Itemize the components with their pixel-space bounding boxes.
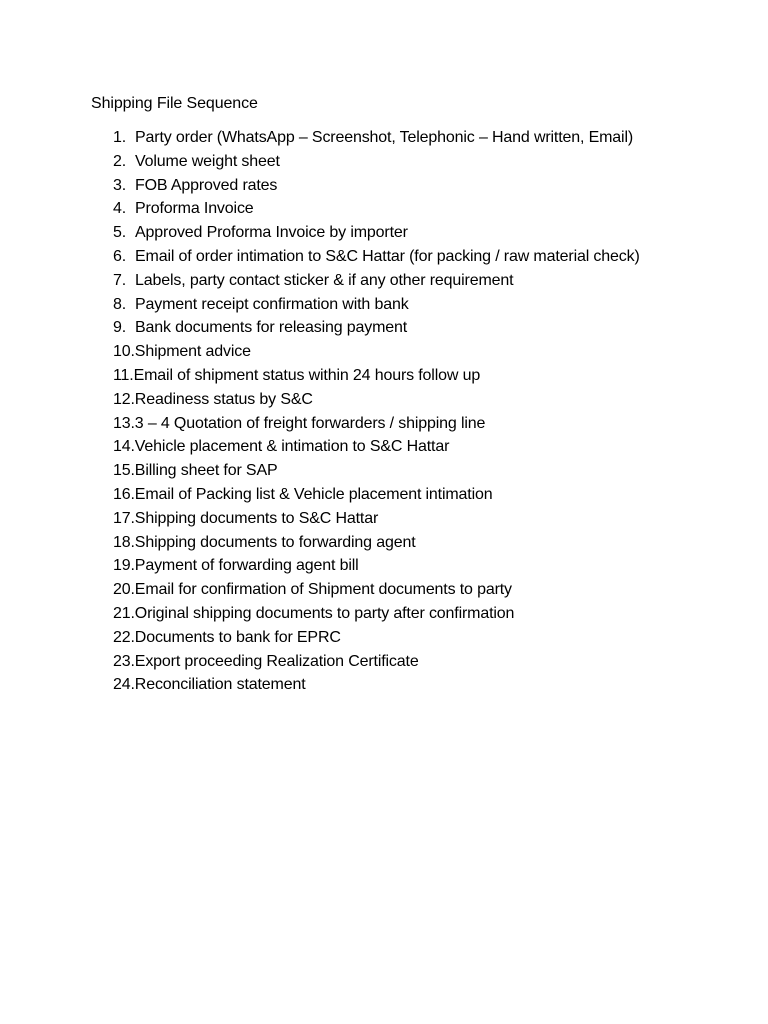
list-item-text: Shipping documents to forwarding agent [134, 533, 416, 551]
list-item [113, 342, 640, 366]
list-item-number: 3. [113, 176, 127, 194]
list-item-text: Payment receipt confirmation with bank [135, 295, 409, 313]
list-item [113, 199, 640, 223]
list-item-text: Shipping documents to S&C Hattar [134, 509, 379, 527]
list-item-text: FOB Approved rates [135, 176, 278, 194]
list-item-text: Email of order intimation to S&C Hattar (for packing / raw material check) [135, 247, 640, 265]
list-item-number: 11. [113, 366, 134, 384]
list-item [113, 128, 640, 152]
list-item-number: 6. [113, 247, 127, 265]
list-item-text: Volume weight sheet [135, 152, 280, 170]
list-item-number: 23. [113, 652, 135, 670]
list-item [113, 247, 640, 271]
list-item-text: Party order (WhatsApp – Screenshot, Telephonic – Hand written, Email) [135, 129, 634, 146]
list-item-number: 19. [113, 557, 135, 575]
list-item-number: 4. [113, 200, 127, 218]
list-item-number: 2. [113, 152, 127, 170]
list-item-number: 13. [113, 414, 135, 432]
list-item [113, 533, 640, 557]
list-item-number: 8. [113, 295, 127, 313]
list-item-number: 1. [113, 129, 127, 146]
list-item [113, 556, 640, 580]
list-item [113, 152, 640, 176]
list-item-number: 12. [113, 390, 135, 408]
list-item-text: 3 – 4 Quotation of freight forwarders / shipping line [134, 414, 486, 432]
list-item-number: 24. [113, 676, 135, 694]
list-item [113, 485, 640, 509]
list-item-text: Billing sheet for SAP [134, 462, 278, 480]
list-item-number: 16. [113, 485, 135, 503]
list-item-text: Email of shipment status within 24 hours follow up [133, 366, 481, 384]
list-item-number: 21. [113, 604, 135, 622]
list-item [113, 675, 640, 699]
list-item [113, 390, 640, 414]
list-item-number: 22. [113, 628, 135, 646]
list-item-text: Shipment advice [134, 343, 251, 361]
shipping-sequence-list [113, 128, 640, 699]
list-item-text: Email for confirmation of Shipment documents to party [134, 581, 512, 599]
list-item-text: Payment of forwarding agent bill [134, 557, 359, 575]
list-item [113, 461, 640, 485]
list-item [113, 176, 640, 200]
list-item-number: 9. [113, 319, 127, 337]
list-item-number: 10. [113, 343, 135, 361]
list-item [113, 271, 640, 295]
list-item [113, 652, 640, 676]
list-item-number: 14. [113, 438, 135, 456]
list-item-text: Proforma Invoice [135, 200, 254, 218]
list-item [113, 604, 640, 628]
list-item-text: Email of Packing list & Vehicle placement intimation [134, 485, 493, 503]
list-item-text: Bank documents for releasing payment [135, 319, 408, 337]
list-item-text: Labels, party contact sticker & if any other requirement [135, 271, 514, 289]
list-item-text: Documents to bank for EPRC [134, 628, 341, 646]
list-item-text: Reconciliation statement [134, 676, 306, 694]
list-item [113, 509, 640, 533]
list-item-number: 15. [113, 462, 135, 480]
document-title: Shipping File Sequence [91, 95, 258, 112]
list-item-number: 20. [113, 581, 135, 599]
list-item [113, 223, 640, 247]
list-item [113, 628, 640, 652]
list-item-text: Export proceeding Realization Certificate [134, 652, 419, 670]
list-item-text: Approved Proforma Invoice by importer [135, 224, 408, 242]
list-item-text: Vehicle placement & intimation to S&C Hattar [134, 438, 450, 456]
list-item-number: 5. [113, 224, 127, 242]
list-item-number: 7. [113, 271, 127, 289]
list-item-number: 18. [113, 533, 135, 551]
list-item [113, 366, 640, 390]
list-item [113, 318, 640, 342]
list-item-text: Original shipping documents to party after confirmation [134, 604, 515, 622]
list-item-text: Readiness status by S&C [134, 390, 313, 408]
list-item [113, 437, 640, 461]
list-item [113, 414, 640, 438]
list-item [113, 580, 640, 604]
list-item-number: 17. [113, 509, 135, 527]
list-item [113, 295, 640, 319]
